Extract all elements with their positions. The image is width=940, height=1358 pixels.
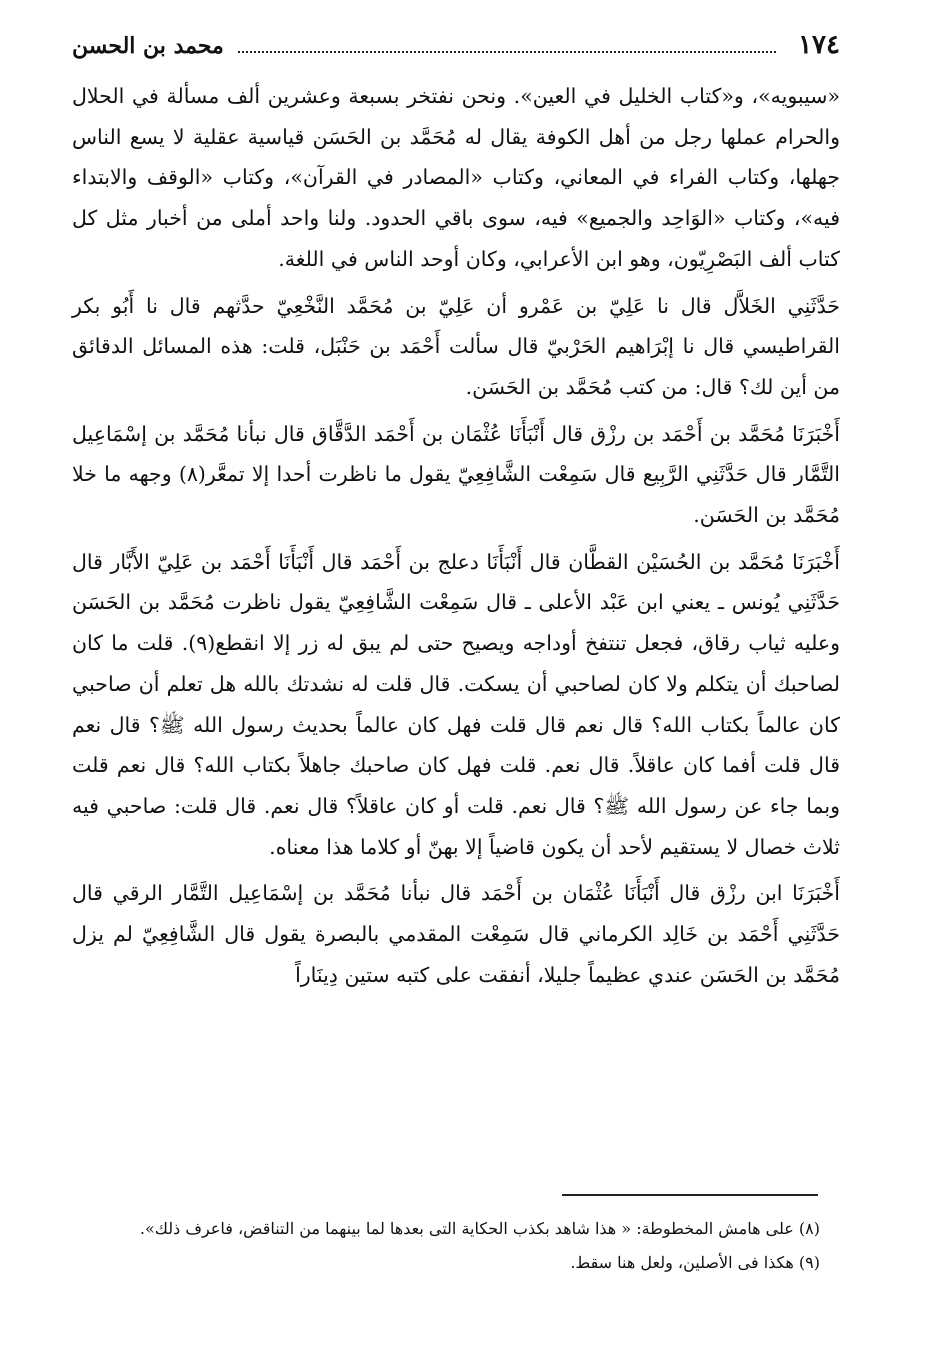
paragraph-1: «سيبويه»، و«كتاب الخليل في العين». ونحن نفتخر بسبعة وعشرين ألف مسألة في الحلال والحرام عملها رجل من أهل الكوفة يقال له مُحَمَّد بن الحَسَن قياسية عقلية لا يسع الناس جهلها، وكتاب الفراء في المعاني، وكتاب «المصادر في القرآن»، وكتاب «الوقف والابتداء فيه»، وكتاب «الوَاحِد والجميع» فيه، سوى باقي الحدود. ولنا واحد أملى من أخبار مثل كل كتاب ألف البَصْرِيّون، وهو ابن الأعرابي، وكان أوحد الناس في اللغة.: [72, 84, 840, 271]
footnote-8: (٨) على هامش المخطوطة: « هذا شاهد بكذب الحكاية التى بعدها لما بينهما من التناقض، فاعرف ذلك».: [139, 1219, 820, 1238]
paragraph-4: أَخْبَرَنَا مُحَمَّد بن الحُسَيْن القطَّان قال أَنْبَأَنَا دعلج بن أَحْمَد قال أَنْبَأَنَا أَحْمَد بن عَلِيّ الأَبَّار قال حَدَّثَنِي يُونس ـ يعني ابن عَبْد الأعلى ـ قال سَمِعْت الشَّافِعِيّ يقول ناظرت مُحَمَّد بن الحَسَن وعليه ثياب رقاق، فجعل تنتفخ أوداجه ويصيح حتى لم يبق له زر إلا انقطع(٩). قلت ما كان لصاحبك أن يتكلم ولا كان لصاحبي أن يسكت. قال قلت له نشدتك بالله هل تعلم أن صاحبي كان عالماً بكتاب الله؟ قال نعم قال قلت فهل كان عالماً بحديث رسول الله ﷺ؟ قال نعم قال قلت أفما كان عاقلاً. قال نعم. قلت فهل كان صاحبك جاهلاً بكتاب الله؟ قال نعم قلت وبما جاء عن رسول الله ﷺ؟ قال نعم. قلت أو كان عاقلاً؟ قال نعم. قال قلت: صاحبي فيه ثلاث خصال لا يستقيم لأحد أن يكون قاضياً إلا بهنّ أو كلاما هذا معناه.: [72, 549, 840, 859]
main-text: [72, 76, 840, 995]
paragraph-3: أَخْبَرَنَا مُحَمَّد بن أَحْمَد بن رزْق قال أَنْبَأَنَا عُثْمَان بن أَحْمَد الدَّقَّاق قال نبأنا مُحَمَّد بن إسْمَاعِيل التَّمَّار قال حَدَّثَنِي الرَّبِيع قال سَمِعْت الشَّافِعِيّ يقول ما ناظرت أحدا إلا تمعَّر(٨) وجهه ما خلا مُحَمَّد بن الحَسَن.: [72, 421, 840, 528]
running-title: محمد بن الحسن: [72, 33, 224, 59]
page-number: ١٧٤: [798, 30, 840, 60]
footnote-divider: [562, 1194, 818, 1196]
footnotes: [80, 1214, 820, 1282]
paragraph-2: حَدَّثَنِي الخَلاَّل قال نا عَلِيّ بن عَمْرو أن عَلِيّ بن مُحَمَّد النَّخْعِيّ حدَّثهم قال نا أَبُو بكر القراطيسي قال نا إبْرَاهيم الحَرْبيّ قال سألت أَحْمَد بن حَنْبَل، قلت: هذه المسائل الدقائق من أين لك؟ قال: من كتب مُحَمَّد بن الحَسَن.: [72, 293, 840, 399]
page-header: [72, 30, 840, 70]
footnote-9: (٩) هكذا فى الأصلين، ولعل هنا سقط.: [570, 1253, 820, 1272]
paragraph-5: أَخْبَرَنَا ابن رزْق قال أَنْبَأَنَا عُثْمَان بن أَحْمَد قال نبأنا مُحَمَّد بن إسْمَاعِيل التَّمَّار الرقي قال حَدَّثَنِي أَحْمَد بن خَالِد الكرماني قال سَمِعْت المقدمي بالبصرة يقول قال الشَّافِعِيّ لم يزل مُحَمَّد بن الحَسَن عندي عظيماً جليلا، أنفقت على كتبه ستين دِينَاراً: [72, 881, 840, 987]
header-dot-leader: [238, 50, 776, 53]
book-page: [72, 30, 840, 995]
